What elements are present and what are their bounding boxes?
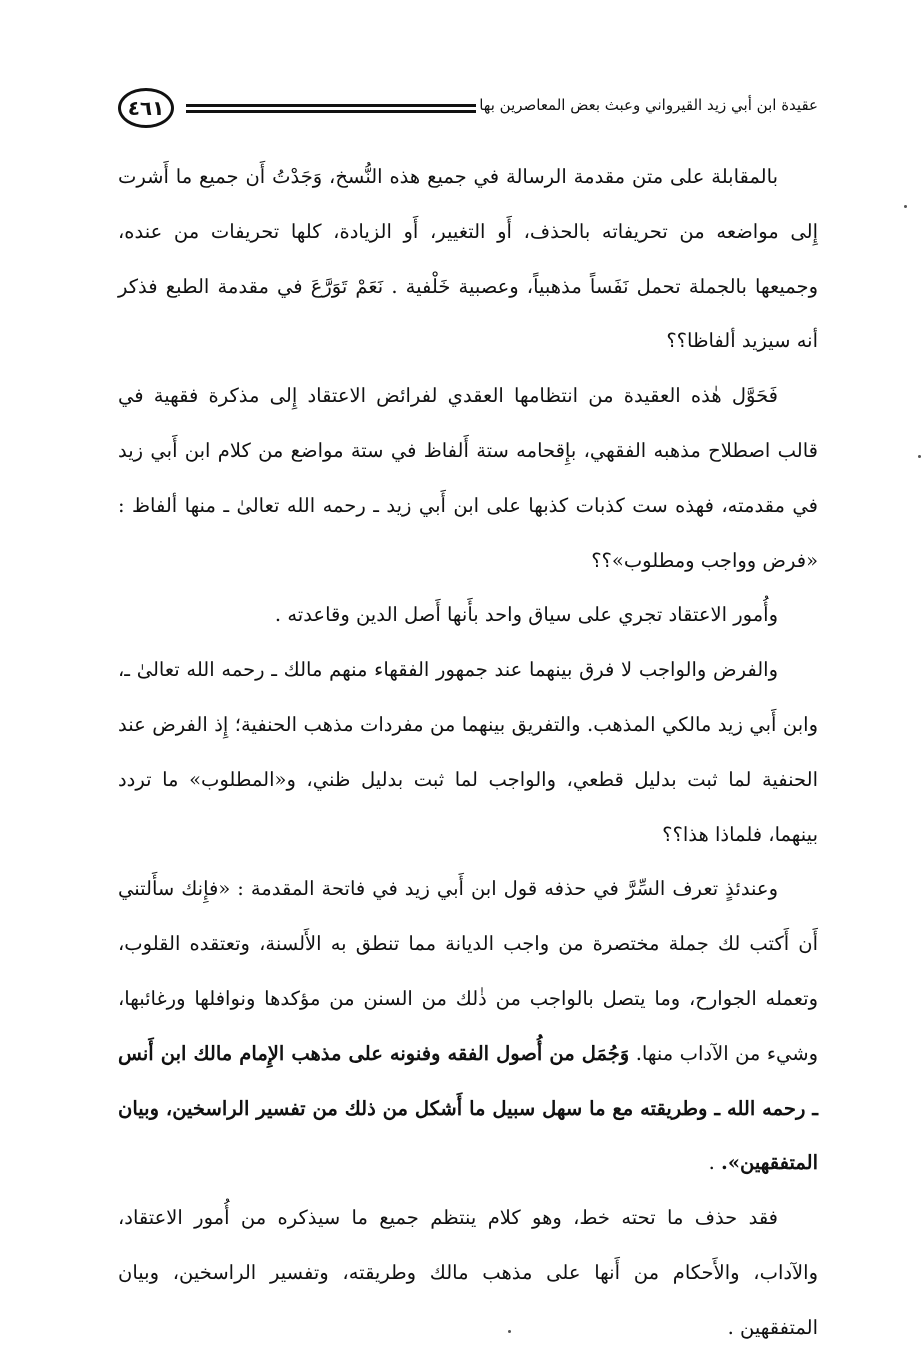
paragraph-5 (118, 862, 818, 1191)
paragraph-1: بالمقابلة على متن مقدمة الرسالة في جميع هذه النُّسخ، وَجَدْتُ أَن جميع ما أَشرت إِلى مواضعه من تحريفاته بالحذف، أَو التغيير، أَو الزيادة، كلها تحريفات من عنده، وجميعها بالجملة تحمل نَفَساً مذهبياً، وعصبية خَلْفية . نَعَمْ تَوَرَّعَ في مقدمة الطبع فذكر أنه سيزيد ألفاظا؟؟ (118, 165, 818, 353)
body-text (118, 150, 818, 1356)
paragraph-6: فقد حذف ما تحته خط، وهو كلام ينتظم جميع ما سيذكره من أُمور الاعتقاد، والآداب، والأَحكام من أَنها على مذهب مالك وطريقته، وتفسير الراسخين، وبيان المتفقهين . (118, 1206, 818, 1339)
page-number-badge (118, 88, 174, 128)
paragraph-3: وأُمور الاعتقاد تجري على سياق واحد بأَنها أَصل الدين وقاعدته . (274, 603, 778, 627)
quote-bold-removed: وَجُمَل من أُصول الفقه وفنونه على مذهب الإِمام مالك ابن أَنس ـ رحمه الله ـ وطريقته مع ما سهل سبيل ما أَشكل من ذلك من تفسير الراسخين، وبيان المتفقهين». (118, 1041, 818, 1175)
header-rule (186, 104, 476, 113)
scan-speck (904, 205, 907, 208)
quote-end: . (708, 1151, 715, 1175)
paragraph-2: فَحَوَّل هٰذه العقيدة من انتظامها العقدي لفرائض الاعتقاد إِلى مذكرة فقهية في قالب اصطلاح مذهبه الفقهي، بإِقحامه ستة أَلفاظ في ستة مواضع من كلام ابن أَبي زيد في مقدمته، فهذه ست كذبات كذبها على ابن أَبي زيد ـ رحمه الله تعالىٰ ـ منها ألفاظ : «فرض وواجب ومطلوب»؟؟ (118, 384, 818, 572)
scan-speck (918, 455, 921, 458)
page-number: ٤٦١ (127, 96, 165, 120)
quote-normal: وعندئذٍ تعرف السِّرَّ في حذفه قول ابن أَبي زيد في فاتحة المقدمة : «فإِنك سأَلتني أَن أَكتب لك جملة مختصرة من واجب الديانة مما تنطق به الأَلسنة، وتعتقده القلوب، وتعمله الجوارح، وما يتصل بالواجب من ذٰلك من السنن من مؤكدها ونوافلها ورغائبها، وشيء من الآداب منها. (118, 877, 818, 1065)
running-title: عقيدة ابن أبي زيد القيرواني وعبث بعض المعاصرين بها (479, 96, 818, 114)
page-header (118, 88, 818, 132)
paragraph-4: والفرض والواجب لا فرق بينهما عند جمهور الفقهاء منهم مالك ـ رحمه الله تعالىٰ ـ، وابن أَبي زيد مالكي المذهب. والتفريق بينهما من مفردات مذهب الحنفية؛ إِذ الفرض عند الحنفية لما ثبت بدليل قطعي، والواجب لما ثبت بدليل ظني، و«المطلوب» ما تردد بينهما، فلماذا هذا؟؟ (118, 658, 818, 846)
scan-speck (508, 1330, 511, 1333)
